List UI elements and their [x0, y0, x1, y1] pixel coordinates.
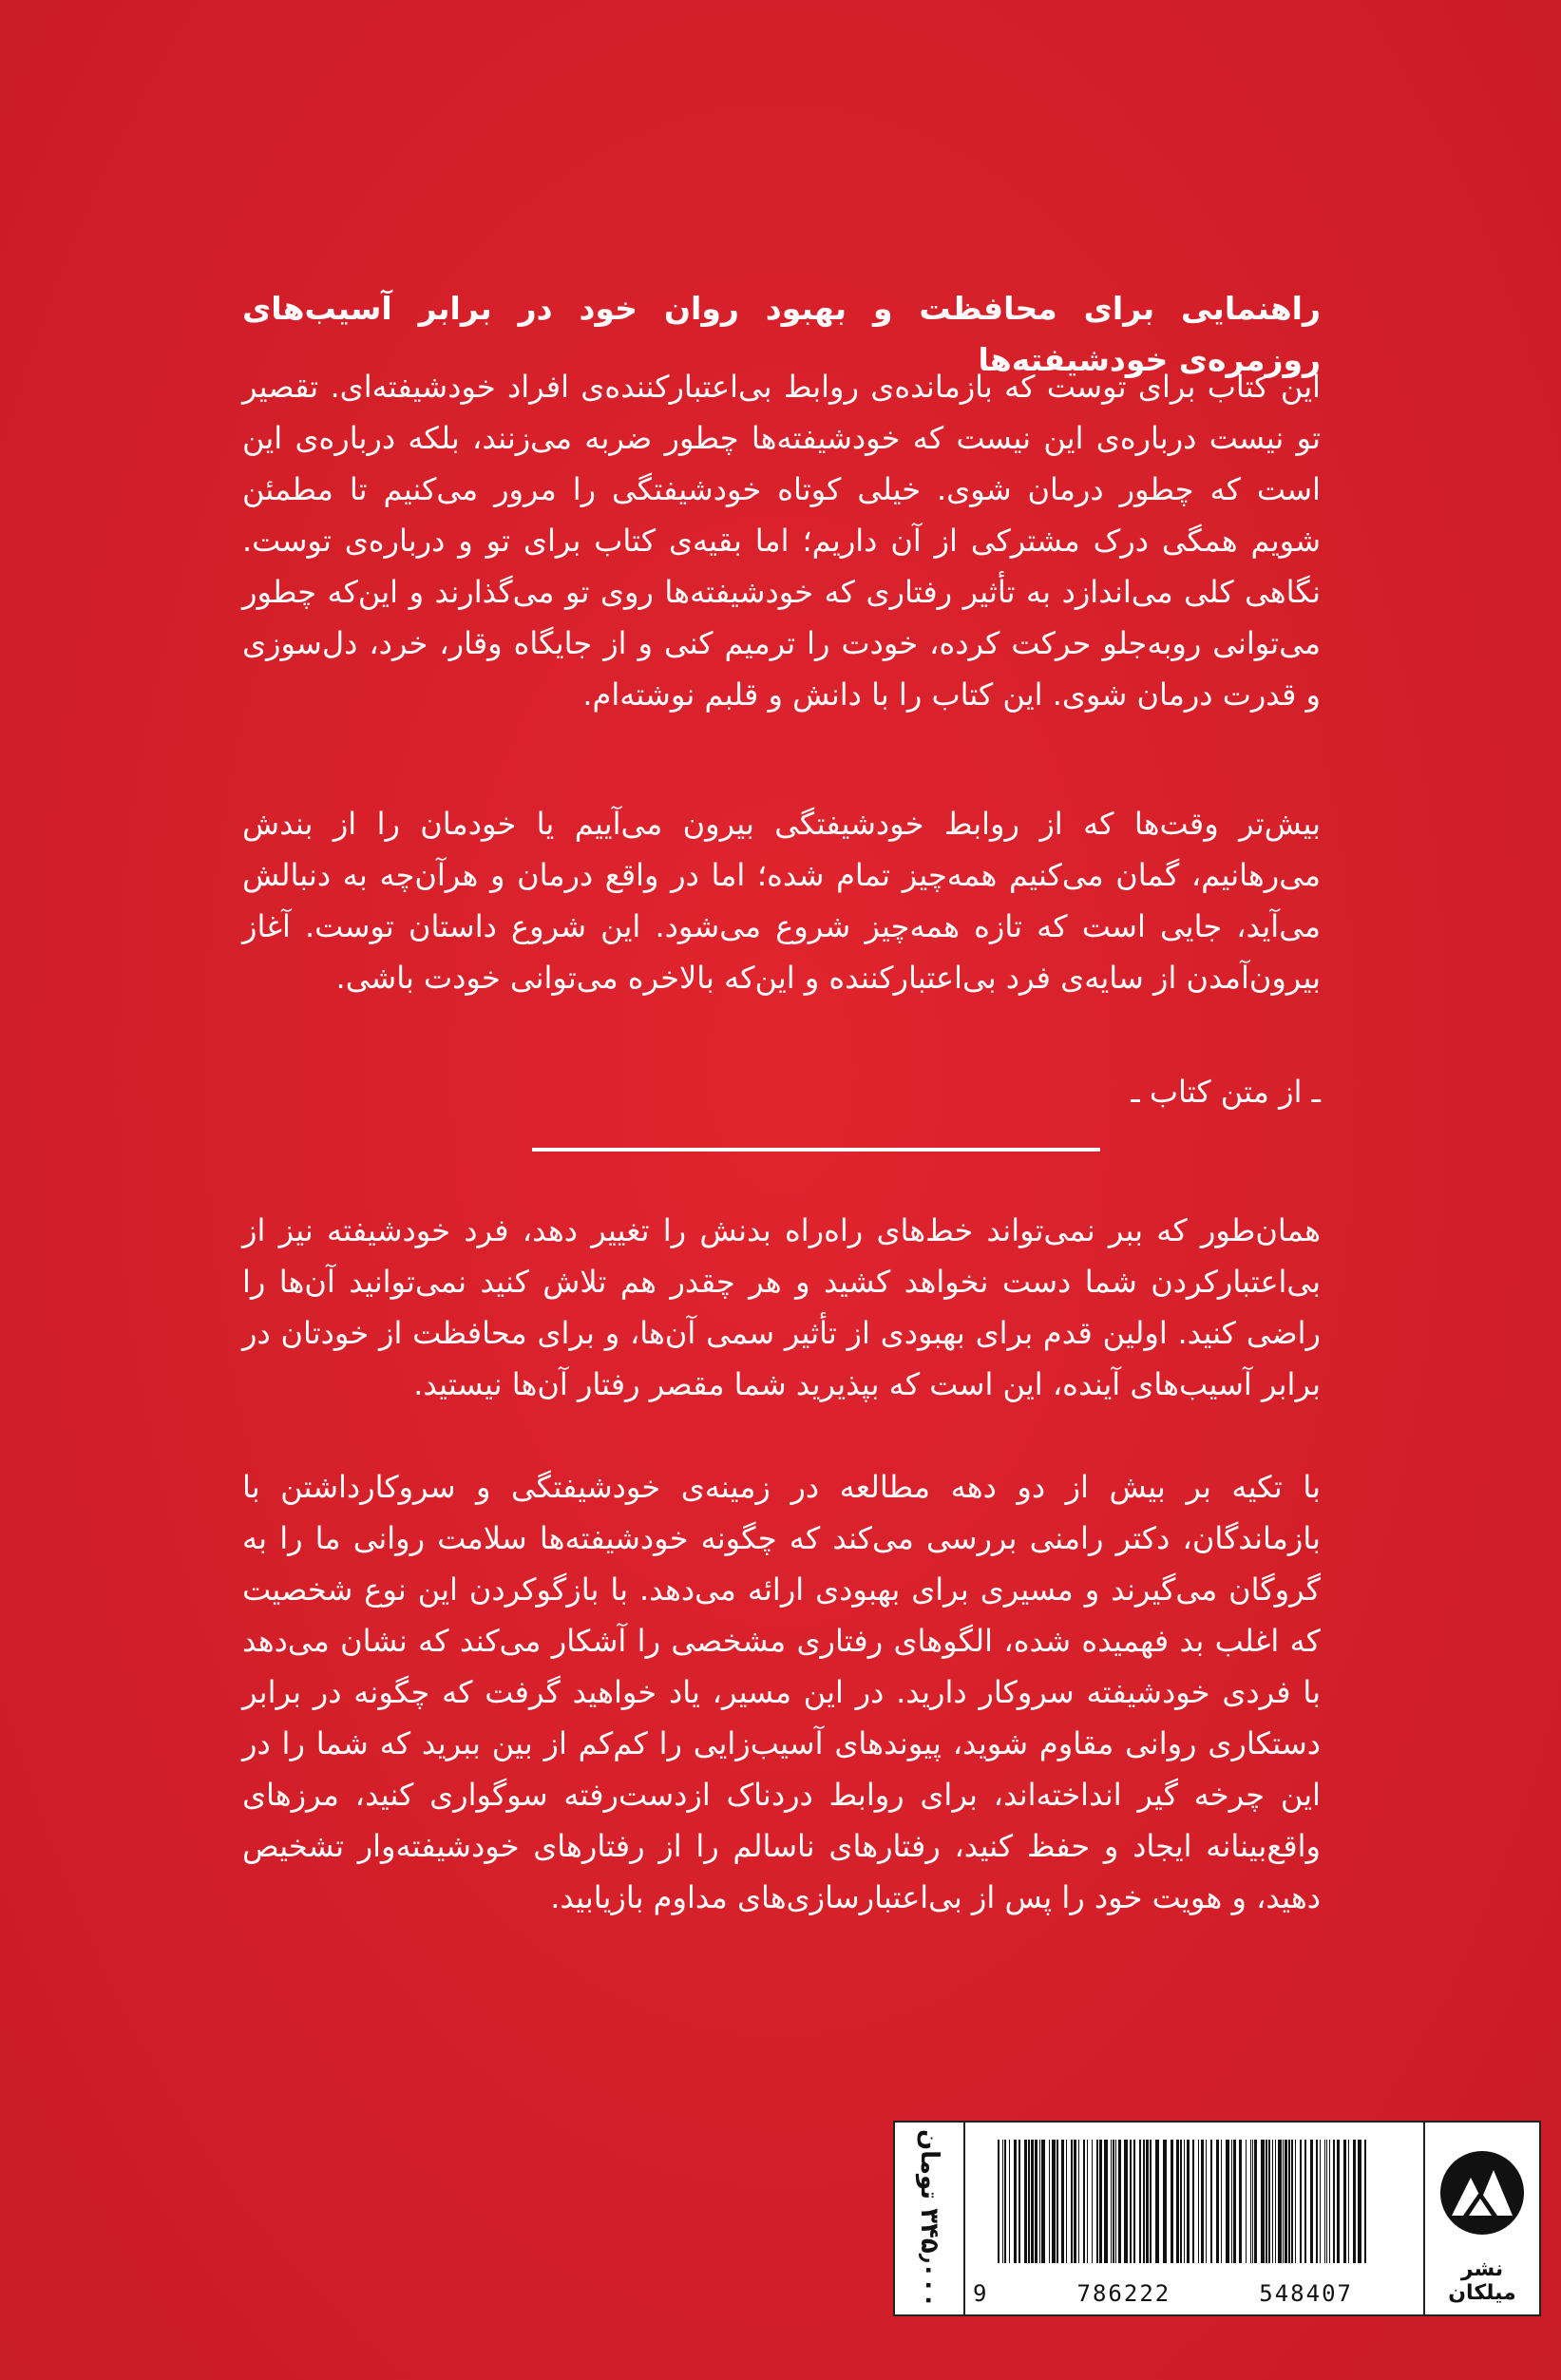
barcode-bar: [1261, 2140, 1265, 2263]
barcode-bar: [1163, 2140, 1167, 2263]
barcode-bar: [1171, 2140, 1173, 2263]
barcode-bar: [1066, 2140, 1067, 2263]
barcode-bar: [1254, 2140, 1257, 2263]
barcode-bar: [1231, 2140, 1232, 2263]
barcode-bar: [1099, 2140, 1102, 2263]
barcode-bar: [1096, 2140, 1098, 2263]
barcode-bar: [1283, 2140, 1284, 2263]
barcode-bar: [1304, 2140, 1306, 2263]
barcode-bar: [1146, 2140, 1149, 2263]
barcode-bar: [1130, 2140, 1132, 2263]
barcode-bar: [1087, 2140, 1088, 2263]
barcode-bar: [1035, 2140, 1037, 2263]
attribution-line: ـ از متن کتاب ـ: [1131, 1074, 1321, 1110]
barcode-bar: [1104, 2140, 1108, 2263]
barcode-bar: [1124, 2140, 1128, 2263]
barcode-bar: [1320, 2140, 1321, 2263]
barcode-bar: [1326, 2140, 1327, 2263]
barcode-bar: [1252, 2140, 1253, 2263]
barcode-bar: [1092, 2140, 1093, 2263]
barcode-bar: [1310, 2140, 1313, 2263]
barcode-bar: [1272, 2140, 1273, 2263]
barcode-bar: [1329, 2140, 1330, 2263]
description-paragraph-2: با تکیه بر بیش از دو دهه مطالعه در زمینه‌ی خودشیفتگی و سروکارداشتن با بازماندگان، دکتر رامنی بررسی می‌کند که چگونه خودشیفته‌ها سلامت روانی ما را به گروگان می‌گیرند و مسیری برای بهبودی ارائه می‌دهد. با بازگوکردن این نوع شخصیت که اغلب بد فهمیده شده، الگوهای رفتاری مشخصی را آشکار می‌کند که نشان می‌دهد با فردی خودشیفته سروکار دارید. در این مسیر، یاد خواهید گرفت که چگونه در برابر دستکاری روانی مقاوم شوید، پیوندهای آسیب‌زایی را کم‌کم از بین ببرید که شما را در این چرخه گیر انداخته‌اند، برای روابط دردناک ازدست‌رفته سوگواری کنید، مرزهای واقع‌بینانه ایجاد و حفظ کنید، رفتارهای ناسالم را از رفتارهای خودشیفته‌وار تشخیص دهید، و هویت خود را پس از بی‌اعتبارسازی‌های مداوم بازیابید.: [242, 1469, 1321, 1915]
barcode-bar: [1139, 2140, 1141, 2263]
barcode-bar: [1049, 2140, 1050, 2263]
barcode-bar: [1150, 2140, 1152, 2263]
barcode-bar: [1155, 2140, 1159, 2263]
barcode-bar: [1074, 2140, 1076, 2263]
barcode-bar: [1266, 2140, 1267, 2263]
blurb-paragraph-1: این کتاب برای توست که بازمانده‌ی روابط بی‌اعتبارکننده‌ی افراد خودشیفته‌ای. تقصیر تو نیست درباره‌ی این نیست که خودشیفته‌ها چطور ضربه می‌زنند، بلکه درباره‌ی این است که چطور درمان شوی. خیلی کوتاه خودشیفتگی را مرور می‌کنیم تا مطمئن شویم همگی درک مشترکی از آن داریم؛ اما بقیه‌ی کتاب برای تو و درباره‌ی توست. نگاهی کلی می‌اندازد به تأثیر رفتاری که خودشیفته‌ها روی تو می‌گذارند و این‌که چطور می‌توانی روبه‌جلو حرکت کرده، خودت را ترمیم کنی و از جایگاه وقار، خرد، دل‌سوزی و قدرت درمان شوی. این کتاب را با دانش و قلبم نوشته‌ام.: [242, 369, 1321, 713]
barcode-bar: [1176, 2140, 1179, 2263]
barcode-bar: [1364, 2140, 1366, 2263]
barcode-bar: [1024, 2140, 1027, 2263]
barcode-bar: [1031, 2140, 1034, 2263]
isbn-group-1: 786222: [1076, 2280, 1171, 2307]
barcode-bar: [1353, 2140, 1356, 2263]
isbn-group-2: 548407: [1259, 2280, 1353, 2307]
barcode-bar: [1206, 2140, 1207, 2263]
barcode-bar: [1187, 2140, 1190, 2263]
barcode-bar: [998, 2140, 999, 2263]
barcode-area: [965, 2123, 1425, 2314]
barcode-bar: [1333, 2140, 1335, 2263]
barcode-bar: [1014, 2140, 1017, 2263]
barcode-bar: [1324, 2140, 1325, 2263]
barcode-bar: [1078, 2140, 1079, 2263]
barcode-bar: [1210, 2140, 1212, 2263]
barcode-bar: [1239, 2140, 1242, 2263]
barcode-bar: [1133, 2140, 1135, 2263]
mountains-logo-icon: [1438, 2149, 1526, 2237]
barcode-bar: [1111, 2140, 1112, 2263]
barcode-bar: [1348, 2140, 1349, 2263]
barcode-bar: [1184, 2140, 1185, 2263]
barcode-bar: [1300, 2140, 1302, 2263]
barcode-bar: [1198, 2140, 1199, 2263]
barcode-bar: [1316, 2140, 1318, 2263]
barcode-bar: [1343, 2140, 1346, 2263]
barcode-bar: [1246, 2140, 1247, 2263]
barcode-icon: [994, 2140, 1374, 2263]
barcode-bar: [1275, 2140, 1276, 2263]
barcode-bar: [1052, 2140, 1056, 2263]
barcode-bar: [1113, 2140, 1114, 2263]
barcode-bar: [1028, 2140, 1030, 2263]
barcode-bar: [1118, 2140, 1121, 2263]
barcode-bar: [1115, 2140, 1116, 2263]
barcode-bar: [1268, 2140, 1270, 2263]
barcode-bar: [1057, 2140, 1058, 2263]
barcode-bar: [1201, 2140, 1204, 2263]
barcode-bar: [1002, 2140, 1003, 2263]
divider-line: [532, 1148, 1100, 1152]
barcode-bar: [1004, 2140, 1006, 2263]
barcode-sticker: [893, 2121, 1541, 2316]
barcode-bar: [1278, 2140, 1282, 2263]
barcode-bar: [1041, 2140, 1045, 2263]
barcode-bar: [1358, 2140, 1361, 2263]
barcode-bar: [1143, 2140, 1145, 2263]
barcode-bar: [1083, 2140, 1085, 2263]
barcode-bar: [1071, 2140, 1073, 2263]
barcode-bar: [1295, 2140, 1296, 2263]
barcode-bar: [1337, 2140, 1340, 2263]
barcode-bar: [1039, 2140, 1040, 2263]
barcode-bar: [1192, 2140, 1194, 2263]
description-paragraph-1: همان‌طور که ببر نمی‌تواند خط‌های راه‌راه بدنش را تغییر دهد، فرد خودشیفته نیز از بی‌اعتبارکردن شما دست نخواهد کشید و هر چقدر هم تلاش کنید نمی‌توانید آن‌ها را راضی کنید. اولین قدم برای بهبودی از تأثیر سمی آن‌ها، و برای محافظت از خودتان در برابر آسیب‌های آینده، این است که بپذیرید شما مقصر رفتار آن‌ها نیستید.: [242, 1212, 1321, 1402]
price-box: [895, 2123, 965, 2314]
price-label: ۳۴۵٫۰۰۰ تومان: [915, 2128, 943, 2309]
barcode-bar: [1291, 2140, 1293, 2263]
barcode-bar: [1221, 2140, 1222, 2263]
barcode-bar: [1288, 2140, 1290, 2263]
isbn-prefix: 9: [973, 2280, 989, 2307]
barcode-bar: [1226, 2140, 1229, 2263]
barcode-bar: [1285, 2140, 1287, 2263]
barcode-bar: [1018, 2140, 1020, 2263]
publisher-name: نشر میلکان: [1448, 2257, 1516, 2305]
barcode-bar: [1250, 2140, 1251, 2263]
barcode-bar: [1216, 2140, 1219, 2263]
cover-heading: راهنمایی برای محافظت و بهبود روان خود در برابر آسیب‌های روزمره‌ی خودشیفته‌ها: [242, 290, 1321, 378]
barcode-bar: [1233, 2140, 1236, 2263]
publisher-logo-box: [1425, 2123, 1539, 2314]
barcode-bar: [1009, 2140, 1010, 2263]
barcode-bar: [1061, 2140, 1064, 2263]
barcode-bar: [1180, 2140, 1182, 2263]
blurb-paragraph-2: بیش‌تر وقت‌ها که از روابط خودشیفتگی بیرون می‌آییم یا خودمان را از بندش می‌رهانیم، گمان می‌کنیم همه‌چیز تمام شده؛ اما در واقع درمان و هرآن‌چه به دنبالش می‌آید، جایی است که تازه همه‌چیز شروع می‌شود. این شروع داستان توست. آغاز بیرون‌آمدن از سایه‌ی فرد بی‌اعتبارکننده و این‌که بالاخره می‌توانی خودت باشی.: [242, 806, 1321, 996]
isbn-digits: [973, 2280, 1353, 2307]
